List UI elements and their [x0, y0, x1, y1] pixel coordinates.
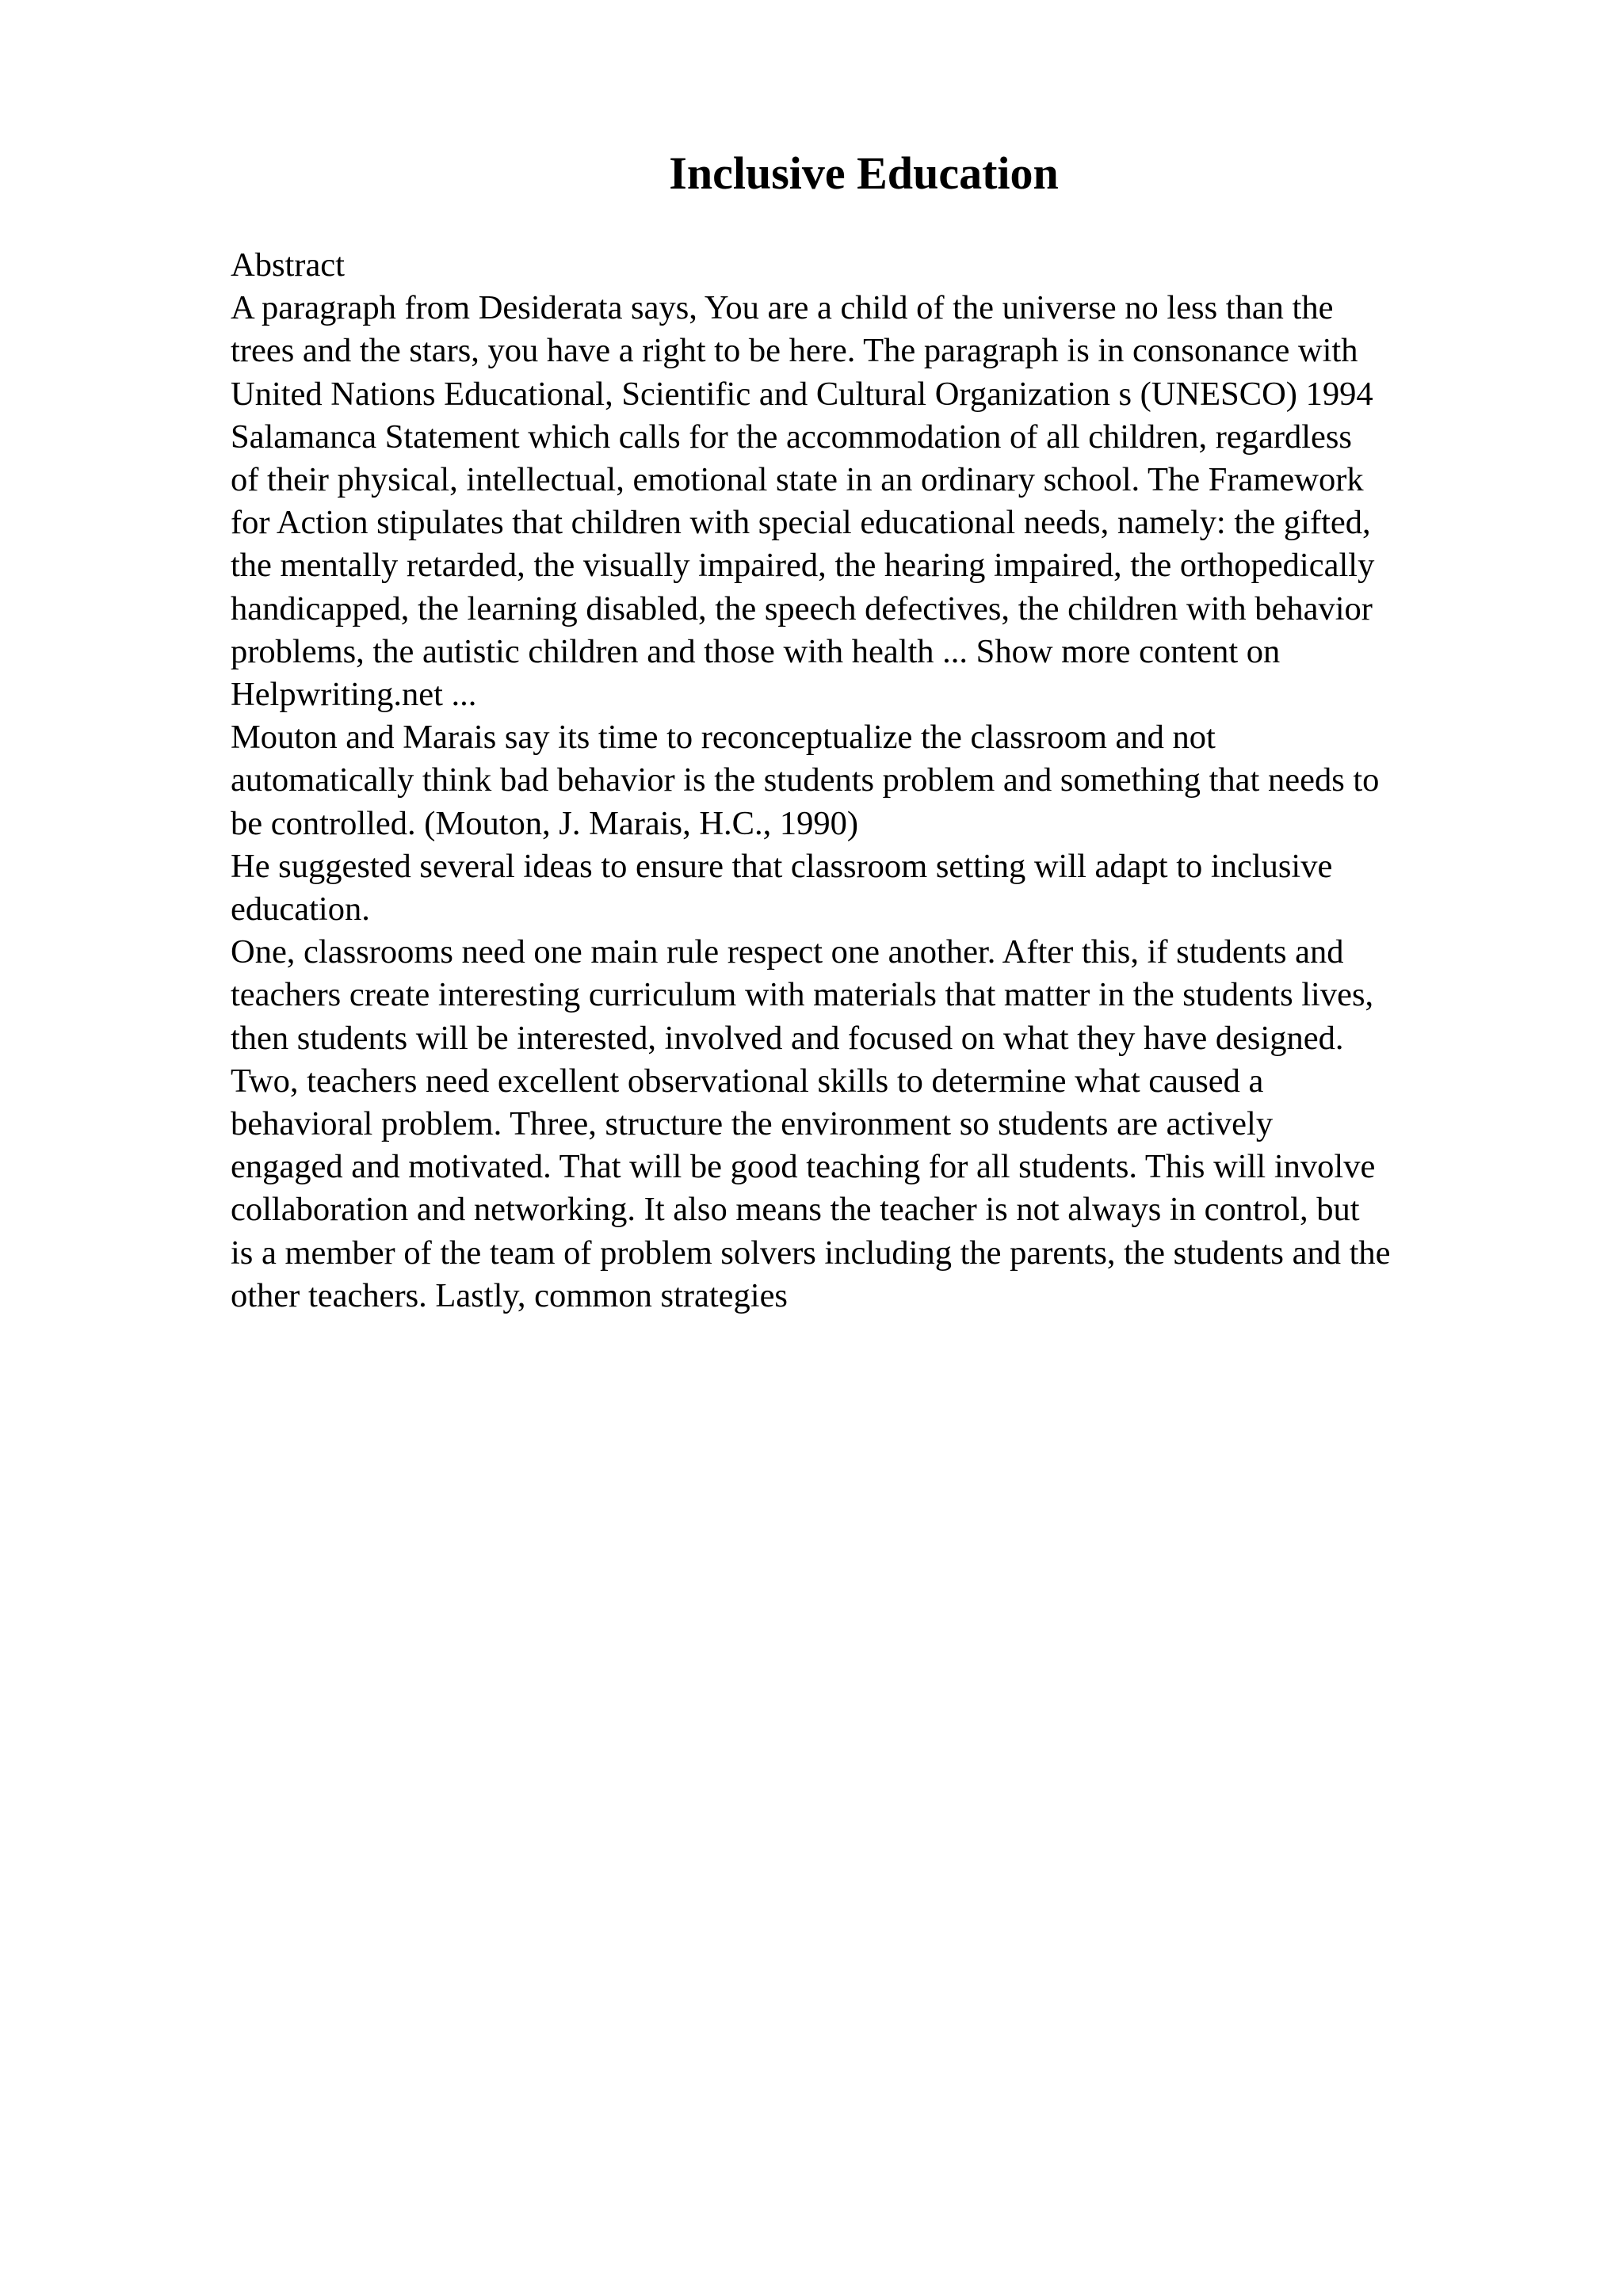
- text-line: One, classrooms need one main rule respect one another. After this, if students and: [231, 933, 1344, 971]
- text-line: education.: [231, 891, 370, 929]
- page-title: Inclusive Education: [669, 147, 1059, 199]
- text-line: A paragraph from Desiderata says, You are a child of the universe no less than the: [231, 289, 1334, 327]
- text-line: the mentally retarded, the visually impaired, the hearing impaired, the orthopedically: [231, 547, 1375, 585]
- text-line: of their physical, intellectual, emotional state in an ordinary school. The Framework: [231, 461, 1364, 499]
- text-line: engaged and motivated. That will be good teaching for all students. This will involve: [231, 1148, 1376, 1186]
- text-line: Two, teachers need excellent observational skills to determine what caused a: [231, 1062, 1264, 1100]
- text-line: problems, the autistic children and those with health ... Show more content on: [231, 632, 1281, 670]
- text-line: for Action stipulates that children with special educational needs, namely: the gifted,: [231, 504, 1371, 542]
- text-line: teachers create interesting curriculum with materials that matter in the students lives,: [231, 976, 1374, 1014]
- text-line: automatically think bad behavior is the students problem and something that needs to: [231, 761, 1380, 799]
- text-line: behavioral problem. Three, structure the environment so students are actively: [231, 1105, 1274, 1143]
- text-line: trees and the stars, you have a right to be here. The paragraph is in consonance with: [231, 332, 1358, 370]
- text-line: collaboration and networking. It also means the teacher is not always in control, but: [231, 1191, 1360, 1229]
- text-line: then students will be interested, involved and focused on what they have designed.: [231, 1019, 1344, 1057]
- text-line: United Nations Educational, Scientific and Cultural Organization s (UNESCO) 1994: [231, 375, 1373, 413]
- text-line: He suggested several ideas to ensure that classroom setting will adapt to inclusive: [231, 847, 1333, 885]
- text-line: other teachers. Lastly, common strategies: [231, 1276, 788, 1314]
- text-line: be controlled. (Mouton, J. Marais, H.C., 1990): [231, 804, 859, 842]
- text-line: is a member of the team of problem solvers including the parents, the students and the: [231, 1234, 1391, 1272]
- document-body: [231, 244, 1514, 1318]
- text-line: Mouton and Marais say its time to reconceptualize the classroom and not: [231, 719, 1216, 757]
- abstract-heading: Abstract: [231, 246, 345, 284]
- text-line: handicapped, the learning disabled, the speech defectives, the children with behavior: [231, 589, 1373, 627]
- text-line: Salamanca Statement which calls for the accommodation of all children, regardless: [231, 418, 1352, 456]
- text-line: Helpwriting.net ...: [231, 676, 477, 714]
